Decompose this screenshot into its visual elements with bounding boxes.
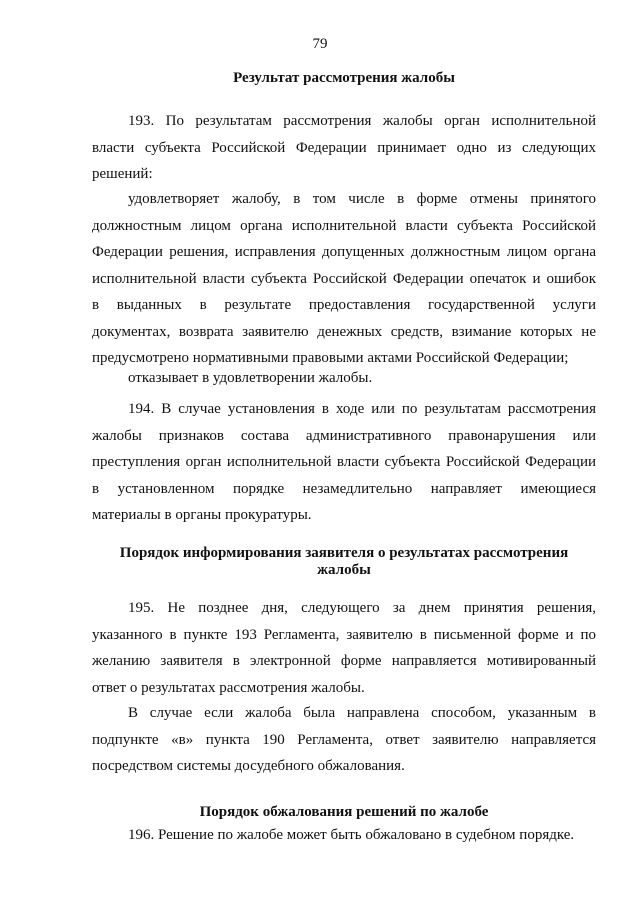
text-line: должностным лицом органа исполнительной власти субъекта Российской [92,217,596,234]
page-number: 79 [312,36,328,52]
paragraph-195-second [92,700,596,780]
text-line: в установленном порядке незамедлительно направляет имеющиеся [92,480,596,497]
text-line: власти субъекта Российской Федерации принимает одно из следующих [92,139,596,156]
paragraph-194 [92,396,596,529]
heading-line: жалобы [317,562,371,578]
text-line: В случае если жалоба была направлена способом, указанным в [128,705,596,721]
text-line: предусмотрено нормативными правовыми актами Российской Федерации; [92,350,569,366]
text-line: жалобы признаков состава административного правонарушения или [92,427,596,444]
paragraph-193 [92,108,596,188]
section-heading-informing [92,545,596,579]
section-heading-result: Результат рассмотрения жалобы [233,70,455,86]
paragraph-193-option-satisfy [92,186,596,372]
text-line: решений: [92,166,153,182]
text-line: 193. По результатам рассмотрения жалобы орган исполнительной [128,113,596,129]
text-line: исполнительной власти субъекта Российской Федерации опечаток и ошибок [92,270,596,287]
text-line: 195. Не позднее дня, следующего за днем принятия решения, [128,600,596,616]
text-line: материалы в органы прокуратуры. [92,507,312,523]
text-line: удовлетворяет жалобу, в том числе в форме отмены принятого [128,191,596,207]
text-line: ответ о результатах рассмотрения жалобы. [92,679,365,696]
section-heading-appeal: Порядок обжалования решений по жалобе [199,804,489,820]
paragraph-196: 196. Решение по жалобе может быть обжаловано в судебном порядке. [128,827,575,843]
text-line: в выданных в результате предоставления государственной услуги [92,297,596,313]
text-line: указанного в пункте 193 Регламента, заявителю в письменной форме и по [92,626,596,643]
text-line: документах, возврата заявителю денежных средств, взимание которых не [92,323,596,340]
text-line: преступления орган исполнительной власти субъекта Российской Федерации [92,454,596,470]
heading-line: Порядок информирования заявителя о результатах рассмотрения [119,545,569,561]
text-line: желанию заявителя в электронной форме направляется мотивированный [92,653,596,669]
text-line: посредством системы досудебного обжалования. [92,758,405,774]
text-line: 194. В случае установления в ходе или по результатам рассмотрения [128,401,596,417]
text-line: подпункте «в» пункта 190 Регламента, ответ заявителю направляется [92,731,596,748]
text-line: Федерации решения, исправления допущенных должностным лицом органа [92,244,596,260]
paragraph-193-option-refuse: отказывает в удовлетворении жалобы. [128,370,373,386]
paragraph-195 [92,595,596,701]
